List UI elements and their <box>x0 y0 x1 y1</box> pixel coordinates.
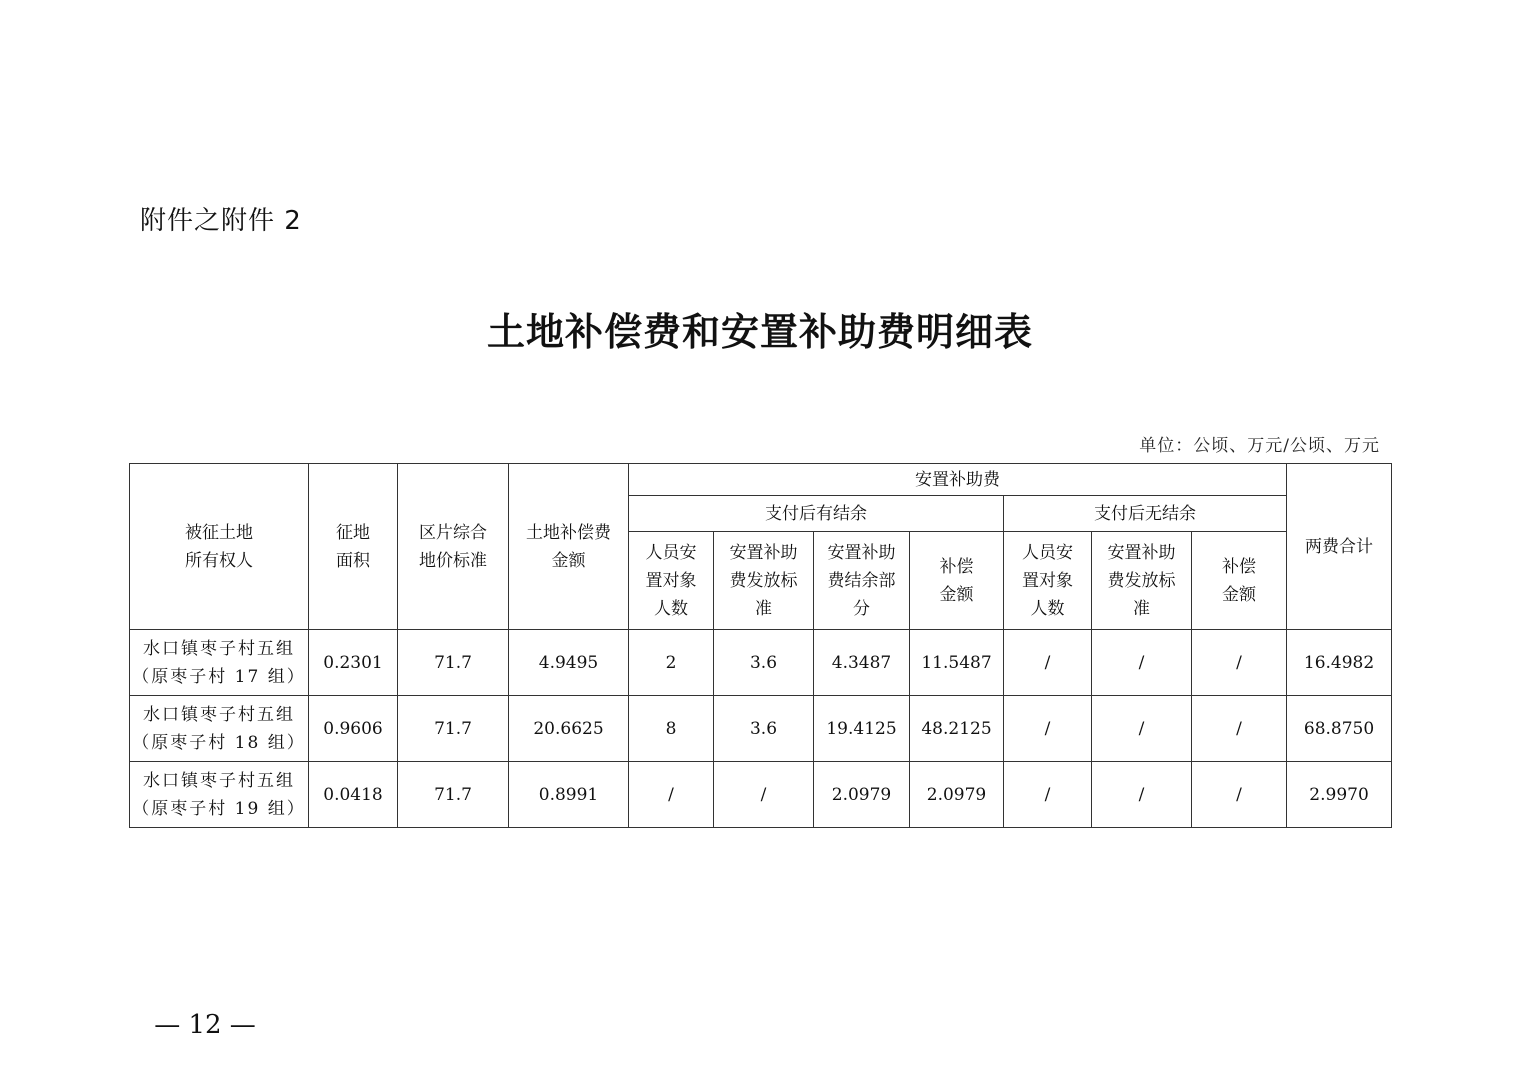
header-wb-amount <box>910 532 1004 630</box>
cell-owner <box>130 762 309 828</box>
header-with-balance-group: 支付后有结余 <box>629 496 1004 532</box>
cell-area: 0.2301 <box>309 630 398 696</box>
header-nb-people-line-3: 人数 <box>1030 598 1065 619</box>
cell-total: 2.9970 <box>1287 762 1392 828</box>
header-nb-standard-line-2: 费发放标 <box>1107 570 1176 591</box>
cell-land-price: 71.7 <box>398 696 509 762</box>
cell-owner-line-2: （原枣子村 18 组） <box>132 732 306 753</box>
table-header <box>130 464 1392 630</box>
page-number: — 12 — <box>154 1010 256 1040</box>
cell-wb-balance: 19.4125 <box>814 696 910 762</box>
cell-nb-amount: / <box>1192 630 1287 696</box>
cell-area: 0.0418 <box>309 762 398 828</box>
cell-nb-people: / <box>1004 630 1092 696</box>
page-title: 土地补偿费和安置补助费明细表 <box>486 309 1033 354</box>
header-land-comp-line-2: 金额 <box>551 550 586 571</box>
table-row <box>130 630 1392 696</box>
header-wb-people-line-1: 人员安 <box>645 542 697 563</box>
cell-nb-amount: / <box>1192 762 1287 828</box>
header-nb-standard-line-3: 准 <box>1133 598 1150 619</box>
header-area <box>309 464 398 630</box>
header-nb-amount <box>1192 532 1287 630</box>
cell-nb-standard: / <box>1092 762 1192 828</box>
cell-nb-people: / <box>1004 696 1092 762</box>
header-land-price-line-1: 区片综合 <box>419 522 487 543</box>
cell-wb-people: / <box>629 762 714 828</box>
cell-wb-people: 8 <box>629 696 714 762</box>
table-row <box>130 762 1392 828</box>
cell-total: 68.8750 <box>1287 696 1392 762</box>
cell-land-price: 71.7 <box>398 630 509 696</box>
cell-nb-standard: / <box>1092 630 1192 696</box>
cell-owner-line-1: 水口镇枣子村五组 <box>143 704 295 725</box>
header-land-comp-line-1: 土地补偿费 <box>526 522 611 543</box>
header-wb-standard <box>714 532 814 630</box>
cell-wb-balance: 2.0979 <box>814 762 910 828</box>
cell-owner-line-1: 水口镇枣子村五组 <box>143 770 295 791</box>
header-wb-people <box>629 532 714 630</box>
cell-owner-line-1: 水口镇枣子村五组 <box>143 638 295 659</box>
cell-land-comp: 20.6625 <box>509 696 629 762</box>
unit-note: 单位：公顷、万元/公顷、万元 <box>1139 436 1380 456</box>
header-nb-amount-line-1: 补偿 <box>1222 556 1257 577</box>
header-wb-balance-line-2: 费结余部 <box>827 570 896 591</box>
cell-nb-people: / <box>1004 762 1092 828</box>
header-wb-balance-line-3: 分 <box>853 598 870 619</box>
compensation-detail-table <box>129 463 1392 828</box>
cell-wb-standard: / <box>714 762 814 828</box>
cell-wb-amount: 11.5487 <box>910 630 1004 696</box>
header-owner-line-1: 被征土地 <box>185 522 253 543</box>
cell-area: 0.9606 <box>309 696 398 762</box>
header-wb-balance <box>814 532 910 630</box>
cell-nb-amount: / <box>1192 696 1287 762</box>
cell-wb-standard: 3.6 <box>714 696 814 762</box>
header-area-line-2: 面积 <box>336 550 370 571</box>
header-nb-people-line-2: 置对象 <box>1022 570 1073 591</box>
header-resettlement-group: 安置补助费 <box>629 464 1287 496</box>
header-no-balance-group: 支付后无结余 <box>1004 496 1287 532</box>
header-land-comp <box>509 464 629 630</box>
header-nb-amount-line-2: 金额 <box>1222 584 1257 605</box>
header-nb-people-line-1: 人员安 <box>1022 542 1073 563</box>
header-nb-people <box>1004 532 1092 630</box>
cell-nb-standard: / <box>1092 696 1192 762</box>
cell-owner <box>130 630 309 696</box>
table-row <box>130 696 1392 762</box>
attachment-label: 附件之附件 2 <box>140 206 302 236</box>
cell-wb-balance: 4.3487 <box>814 630 910 696</box>
cell-wb-standard: 3.6 <box>714 630 814 696</box>
header-owner-line-2: 所有权人 <box>185 550 253 571</box>
header-nb-standard <box>1092 532 1192 630</box>
header-wb-standard-line-3: 准 <box>755 598 772 619</box>
header-wb-people-line-3: 人数 <box>654 598 688 619</box>
header-nb-standard-line-1: 安置补助 <box>1107 542 1176 563</box>
cell-total: 16.4982 <box>1287 630 1392 696</box>
header-wb-balance-line-1: 安置补助 <box>827 542 896 563</box>
header-wb-people-line-2: 置对象 <box>645 570 697 591</box>
header-total: 两费合计 <box>1287 464 1392 630</box>
cell-owner-line-2: （原枣子村 19 组） <box>132 798 306 819</box>
cell-owner-line-2: （原枣子村 17 组） <box>132 666 306 687</box>
header-wb-standard-line-1: 安置补助 <box>729 542 798 563</box>
cell-wb-amount: 2.0979 <box>910 762 1004 828</box>
header-wb-amount-line-1: 补偿 <box>939 556 974 577</box>
header-owner <box>130 464 309 630</box>
cell-land-price: 71.7 <box>398 762 509 828</box>
header-area-line-1: 征地 <box>336 522 370 543</box>
table-body <box>130 630 1392 828</box>
cell-land-comp: 0.8991 <box>509 762 629 828</box>
header-land-price <box>398 464 509 630</box>
header-land-price-line-2: 地价标准 <box>419 550 487 571</box>
header-wb-standard-line-2: 费发放标 <box>729 570 798 591</box>
cell-land-comp: 4.9495 <box>509 630 629 696</box>
header-wb-amount-line-2: 金额 <box>939 584 974 605</box>
cell-wb-amount: 48.2125 <box>910 696 1004 762</box>
cell-wb-people: 2 <box>629 630 714 696</box>
cell-owner <box>130 696 309 762</box>
